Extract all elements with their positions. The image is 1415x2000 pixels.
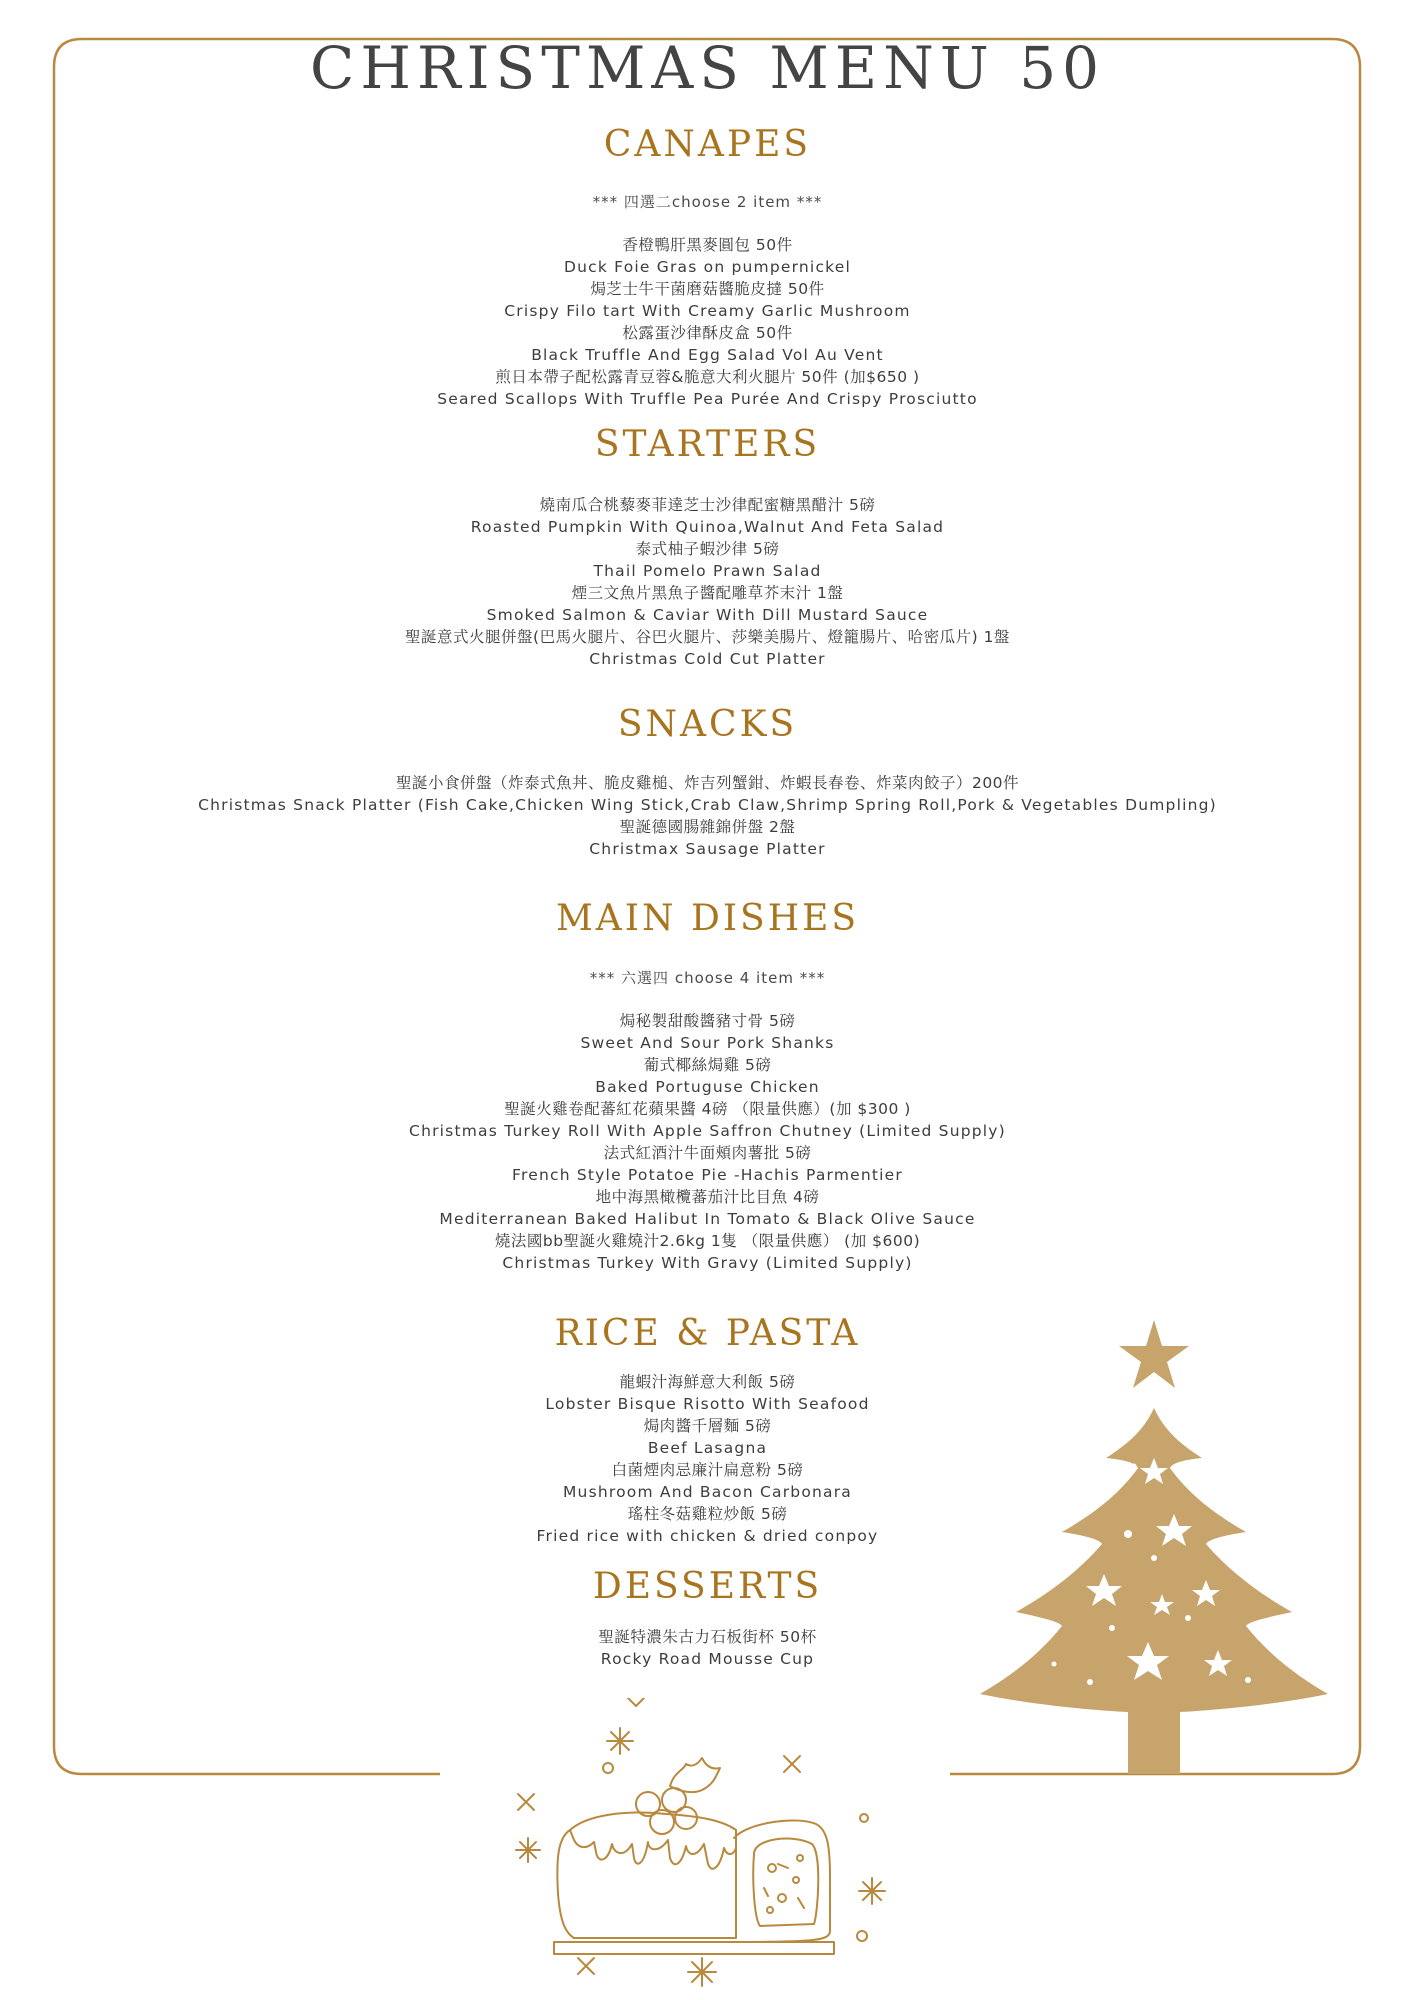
item-name-en: French Style Potatoe Pie -Hachis Parmentier <box>512 1166 903 1184</box>
item-name-en: Fried rice with chicken & dried conpoy <box>536 1527 879 1545</box>
list-item <box>0 494 1415 538</box>
item-name-zh: 焗秘製甜酸醬豬寸骨 5磅 <box>619 1012 796 1030</box>
item-name-zh: 聖誕特濃朱古力石板街杯 50杯 <box>598 1628 817 1646</box>
list-item <box>0 1098 1415 1142</box>
item-name-en: Mediterranean Baked Halibut In Tomato & Black Olive Sauce <box>439 1210 976 1228</box>
item-name-zh: 瑤柱冬菇雞粒炒飯 5磅 <box>627 1505 788 1523</box>
list-item <box>0 1230 1415 1274</box>
yule-log-cake-icon <box>498 1698 938 1998</box>
item-name-en: Roasted Pumpkin With Quinoa,Walnut And Feta Salad <box>470 518 945 536</box>
list-item <box>0 366 1415 410</box>
sparkle-icon <box>859 1878 885 1904</box>
list-item <box>0 1142 1415 1186</box>
list-item <box>0 322 1415 366</box>
item-name-en: Mushroom And Bacon Carbonara <box>562 1483 852 1501</box>
item-name-zh: 聖誕火雞卷配蕃紅花蘋果醬 4磅 （限量供應）(加 $300 ) <box>504 1100 911 1118</box>
item-name-en: Black Truffle And Egg Salad Vol Au Vent <box>531 346 884 364</box>
canapes-list <box>0 234 1415 410</box>
list-item <box>0 234 1415 278</box>
item-name-en: Sweet And Sour Pork Shanks <box>580 1034 835 1052</box>
item-name-en: Duck Foie Gras on pumpernickel <box>563 258 852 276</box>
item-name-en: Thail Pomelo Prawn Salad <box>593 562 822 580</box>
item-name-en: Christmas Cold Cut Platter <box>589 650 826 668</box>
list-item <box>0 1010 1415 1054</box>
sparkle-icon <box>516 1838 540 1862</box>
item-name-zh: 龍蝦汁海鮮意大利飯 5磅 <box>619 1373 796 1391</box>
item-name-zh: 法式紅酒汁牛面頰肉薯批 5磅 <box>603 1144 812 1162</box>
section-heading-canapes: CANAPES <box>603 124 812 165</box>
star-icon <box>1119 1320 1189 1388</box>
sparkle-icon <box>607 1728 633 1754</box>
item-name-zh: 燒南瓜合桃藜麥菲達芝士沙律配蜜糖黑醋汁 5磅 <box>539 496 876 514</box>
item-name-en: Christmax Sausage Platter <box>589 840 826 858</box>
starters-list <box>0 494 1415 670</box>
section-heading-rice-pasta: RICE & PASTA <box>554 1313 861 1354</box>
snacks-list <box>0 772 1415 860</box>
item-name-en: Crispy Filo tart With Creamy Garlic Mushroom <box>504 302 911 320</box>
list-item <box>0 538 1415 582</box>
list-item <box>0 1054 1415 1098</box>
item-name-en: Smoked Salmon & Caviar With Dill Mustard Sauce <box>486 606 929 624</box>
holly-icon <box>670 1758 720 1792</box>
item-name-zh: 煎日本帶子配松露青豆蓉&脆意大利火腿片 50件 (加$650 ) <box>495 368 920 386</box>
list-item <box>0 816 1415 860</box>
section-heading-desserts: DESSERTS <box>592 1566 823 1607</box>
item-name-en: Christmas Snack Platter (Fish Cake,Chicken Wing Stick,Crab Claw,Shrimp Spring Roll,Pork & Vegetables Dumpling) <box>198 796 1217 814</box>
item-name-en: Christmas Turkey Roll With Apple Saffron Chutney (Limited Supply) <box>409 1122 1006 1140</box>
item-name-en: Beef Lasagna <box>647 1439 768 1457</box>
list-item <box>0 772 1415 816</box>
item-name-zh: 焗肉醬千層麵 5磅 <box>643 1417 772 1435</box>
item-name-zh: 聖誕小食併盤（炸泰式魚丼、脆皮雞槌、炸吉列蟹鉗、炸蝦長春卷、炸菜肉餃子）200件 <box>395 774 1020 792</box>
main-dishes-list <box>0 1010 1415 1274</box>
item-name-zh: 焗芝士牛干菌磨菇醬脆皮撻 50件 <box>590 280 825 298</box>
list-item <box>0 582 1415 626</box>
item-name-zh: 葡式椰絲焗雞 5磅 <box>643 1056 772 1074</box>
section-note-canapes: *** 四選二choose 2 item *** <box>592 193 823 211</box>
list-item <box>0 626 1415 670</box>
item-name-zh: 香橙鴨肝黑麥圓包 50件 <box>622 236 793 254</box>
item-name-zh: 白菌煙肉忌廉汁扁意粉 5磅 <box>611 1461 804 1479</box>
item-name-en: Seared Scallops With Truffle Pea Purée And Crispy Prosciutto <box>437 390 978 408</box>
item-name-zh: 聖誕意式火腿併盤(巴馬火腿片、谷巴火腿片、莎樂美腸片、燈籠腸片、哈密瓜片) 1盤 <box>405 628 1010 646</box>
item-name-zh: 松露蛋沙律酥皮盒 50件 <box>622 324 793 342</box>
section-note-main-dishes: *** 六選四 choose 4 item *** <box>589 969 826 987</box>
item-name-en: Lobster Bisque Risotto With Seafood <box>545 1395 870 1413</box>
item-name-zh: 煙三文魚片黑魚子醬配雕草芥末汁 1盤 <box>571 584 844 602</box>
item-name-en: Christmas Turkey With Gravy (Limited Supply) <box>502 1254 913 1272</box>
menu-title: CHRISTMAS MENU 50 <box>310 34 1105 102</box>
section-heading-snacks: SNACKS <box>617 704 798 745</box>
item-name-zh: 聖誕德國腸雜錦併盤 2盤 <box>619 818 796 836</box>
item-name-zh: 泰式柚子蝦沙律 5磅 <box>635 540 780 558</box>
christmas-tree-icon <box>978 1318 1338 1778</box>
item-name-zh: 地中海黑橄欖蕃茄汁比目魚 4磅 <box>595 1188 820 1206</box>
sparkle-icon <box>688 1958 716 1986</box>
list-item <box>0 1186 1415 1230</box>
item-name-zh: 燒法國bb聖誕火雞燒汁2.6kg 1隻 （限量供應） (加 $600) <box>494 1232 921 1250</box>
section-heading-main-dishes: MAIN DISHES <box>555 898 860 939</box>
list-item <box>0 278 1415 322</box>
item-name-en: Baked Portuguse Chicken <box>595 1078 820 1096</box>
section-heading-starters: STARTERS <box>594 424 821 465</box>
item-name-en: Rocky Road Mousse Cup <box>600 1650 815 1668</box>
